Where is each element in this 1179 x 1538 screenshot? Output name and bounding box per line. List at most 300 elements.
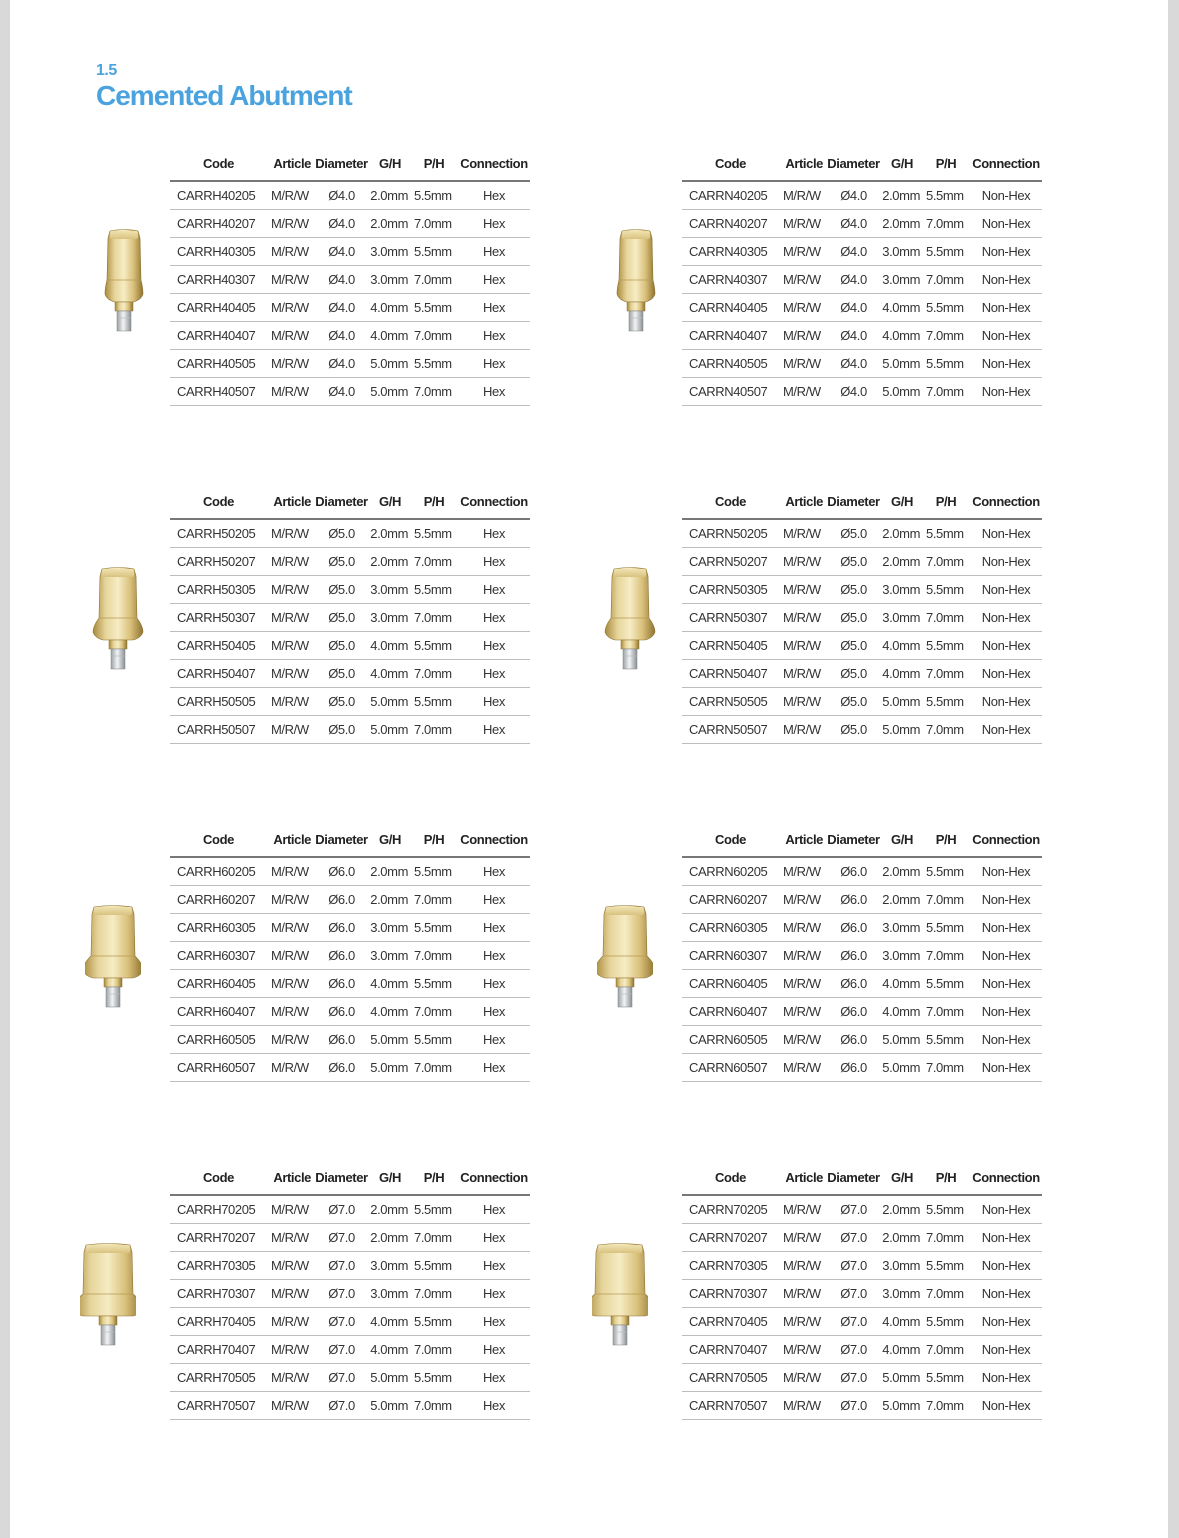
cell-ph: 5.5mm bbox=[410, 181, 458, 210]
table-row bbox=[682, 660, 1042, 688]
column-header-article: Article bbox=[267, 146, 313, 181]
cell-article: M/R/W bbox=[779, 181, 825, 210]
table-row bbox=[170, 1308, 530, 1336]
table-row bbox=[682, 294, 1042, 322]
column-header-connection: Connection bbox=[970, 822, 1042, 857]
cell-connection: Hex bbox=[458, 576, 530, 604]
cell-ph: 7.0mm bbox=[410, 1054, 458, 1082]
cell-diameter: Ø6.0 bbox=[313, 942, 370, 970]
cell-gh: 2.0mm bbox=[882, 181, 922, 210]
cell-connection: Hex bbox=[458, 1224, 530, 1252]
cell-connection: Hex bbox=[458, 604, 530, 632]
cell-diameter: Ø7.0 bbox=[825, 1252, 882, 1280]
table-row bbox=[682, 238, 1042, 266]
column-header-article: Article bbox=[779, 822, 825, 857]
cell-gh: 2.0mm bbox=[370, 1224, 410, 1252]
cell-connection: Non-Hex bbox=[970, 857, 1042, 886]
cell-ph: 7.0mm bbox=[922, 210, 970, 238]
cell-ph: 5.5mm bbox=[922, 970, 970, 998]
cell-diameter: Ø4.0 bbox=[825, 181, 882, 210]
cell-diameter: Ø7.0 bbox=[313, 1308, 370, 1336]
cell-connection: Hex bbox=[458, 548, 530, 576]
cell-gh: 2.0mm bbox=[882, 519, 922, 548]
cell-ph: 7.0mm bbox=[410, 604, 458, 632]
cell-article: M/R/W bbox=[267, 1252, 313, 1280]
cell-code: CARRN70307 bbox=[682, 1280, 779, 1308]
cell-gh: 3.0mm bbox=[882, 914, 922, 942]
cell-gh: 2.0mm bbox=[370, 857, 410, 886]
cell-article: M/R/W bbox=[267, 688, 313, 716]
cell-article: M/R/W bbox=[779, 1224, 825, 1252]
cell-connection: Non-Hex bbox=[970, 294, 1042, 322]
cell-connection: Hex bbox=[458, 716, 530, 744]
cell-diameter: Ø5.0 bbox=[825, 576, 882, 604]
cell-code: CARRN50405 bbox=[682, 632, 779, 660]
cell-connection: Non-Hex bbox=[970, 576, 1042, 604]
table-row bbox=[682, 1195, 1042, 1224]
abutment-image bbox=[597, 904, 653, 1014]
column-header-connection: Connection bbox=[458, 484, 530, 519]
cell-connection: Non-Hex bbox=[970, 322, 1042, 350]
cell-diameter: Ø5.0 bbox=[313, 604, 370, 632]
column-header-connection: Connection bbox=[458, 822, 530, 857]
column-header-code: Code bbox=[682, 822, 779, 857]
cell-connection: Hex bbox=[458, 998, 530, 1026]
cell-ph: 7.0mm bbox=[410, 660, 458, 688]
table-row bbox=[682, 350, 1042, 378]
cell-diameter: Ø5.0 bbox=[825, 632, 882, 660]
cell-diameter: Ø5.0 bbox=[313, 688, 370, 716]
column-header-gh: G/H bbox=[882, 822, 922, 857]
cell-connection: Hex bbox=[458, 660, 530, 688]
abutment-image-8 bbox=[592, 1242, 648, 1352]
cell-code: CARRH50307 bbox=[170, 604, 267, 632]
table-row bbox=[170, 970, 530, 998]
cell-gh: 5.0mm bbox=[882, 378, 922, 406]
cell-connection: Non-Hex bbox=[970, 181, 1042, 210]
cell-gh: 5.0mm bbox=[370, 378, 410, 406]
cell-ph: 5.5mm bbox=[922, 914, 970, 942]
table-row bbox=[682, 886, 1042, 914]
cell-diameter: Ø4.0 bbox=[825, 210, 882, 238]
cell-diameter: Ø6.0 bbox=[825, 998, 882, 1026]
cell-code: CARRN70405 bbox=[682, 1308, 779, 1336]
table-row bbox=[682, 266, 1042, 294]
cell-ph: 7.0mm bbox=[922, 378, 970, 406]
cell-ph: 7.0mm bbox=[410, 266, 458, 294]
cell-code: CARRN60305 bbox=[682, 914, 779, 942]
cell-ph: 5.5mm bbox=[410, 857, 458, 886]
cell-article: M/R/W bbox=[779, 238, 825, 266]
cell-article: M/R/W bbox=[267, 1392, 313, 1420]
cell-ph: 5.5mm bbox=[922, 1195, 970, 1224]
cell-code: CARRN60505 bbox=[682, 1026, 779, 1054]
cell-gh: 3.0mm bbox=[370, 914, 410, 942]
column-header-connection: Connection bbox=[970, 484, 1042, 519]
cell-connection: Hex bbox=[458, 1054, 530, 1082]
cell-gh: 4.0mm bbox=[370, 1308, 410, 1336]
table-row bbox=[170, 548, 530, 576]
cell-code: CARRH70307 bbox=[170, 1280, 267, 1308]
cell-code: CARRH60305 bbox=[170, 914, 267, 942]
abutment-image bbox=[90, 566, 146, 676]
table-row bbox=[170, 914, 530, 942]
cell-connection: Non-Hex bbox=[970, 970, 1042, 998]
cell-gh: 3.0mm bbox=[882, 576, 922, 604]
cell-code: CARRH70305 bbox=[170, 1252, 267, 1280]
table-row bbox=[170, 1195, 530, 1224]
cell-gh: 5.0mm bbox=[882, 1026, 922, 1054]
cell-article: M/R/W bbox=[779, 886, 825, 914]
table-row bbox=[170, 576, 530, 604]
cell-ph: 7.0mm bbox=[922, 322, 970, 350]
table-row bbox=[170, 632, 530, 660]
cell-connection: Non-Hex bbox=[970, 350, 1042, 378]
cell-code: CARRN70305 bbox=[682, 1252, 779, 1280]
cell-article: M/R/W bbox=[779, 1308, 825, 1336]
cell-connection: Hex bbox=[458, 1026, 530, 1054]
cell-article: M/R/W bbox=[779, 1280, 825, 1308]
product-table-5 bbox=[170, 822, 530, 1082]
cell-connection: Hex bbox=[458, 1308, 530, 1336]
cell-article: M/R/W bbox=[267, 886, 313, 914]
column-header-article: Article bbox=[779, 484, 825, 519]
cell-ph: 5.5mm bbox=[410, 1195, 458, 1224]
cell-connection: Non-Hex bbox=[970, 1308, 1042, 1336]
cell-code: CARRN50507 bbox=[682, 716, 779, 744]
cell-gh: 2.0mm bbox=[370, 548, 410, 576]
cell-article: M/R/W bbox=[779, 576, 825, 604]
cell-gh: 3.0mm bbox=[882, 266, 922, 294]
table-row bbox=[170, 1336, 530, 1364]
cell-diameter: Ø4.0 bbox=[313, 294, 370, 322]
cell-code: CARRN50407 bbox=[682, 660, 779, 688]
cell-gh: 2.0mm bbox=[882, 210, 922, 238]
cell-ph: 7.0mm bbox=[410, 548, 458, 576]
cell-connection: Hex bbox=[458, 266, 530, 294]
cell-connection: Hex bbox=[458, 1336, 530, 1364]
cell-article: M/R/W bbox=[779, 632, 825, 660]
abutment-image-5 bbox=[85, 904, 141, 1014]
column-header-diameter: Diameter bbox=[825, 1160, 882, 1195]
cell-code: CARRH60405 bbox=[170, 970, 267, 998]
cell-article: M/R/W bbox=[779, 660, 825, 688]
cell-ph: 5.5mm bbox=[410, 519, 458, 548]
abutment-image-6 bbox=[597, 904, 653, 1014]
cell-ph: 7.0mm bbox=[410, 942, 458, 970]
table-row bbox=[682, 1224, 1042, 1252]
column-header-ph: P/H bbox=[922, 1160, 970, 1195]
section-title: Cemented Abutment bbox=[96, 80, 352, 111]
cell-code: CARRN60407 bbox=[682, 998, 779, 1026]
table-row bbox=[682, 970, 1042, 998]
cell-gh: 4.0mm bbox=[370, 660, 410, 688]
cell-article: M/R/W bbox=[267, 970, 313, 998]
cell-article: M/R/W bbox=[267, 660, 313, 688]
product-table-7 bbox=[170, 1160, 530, 1420]
cell-article: M/R/W bbox=[267, 238, 313, 266]
cell-diameter: Ø5.0 bbox=[313, 660, 370, 688]
column-header-ph: P/H bbox=[410, 1160, 458, 1195]
table-row bbox=[682, 632, 1042, 660]
cell-diameter: Ø7.0 bbox=[825, 1280, 882, 1308]
cell-code: CARRN50305 bbox=[682, 576, 779, 604]
cell-article: M/R/W bbox=[779, 548, 825, 576]
column-header-article: Article bbox=[779, 1160, 825, 1195]
cell-gh: 2.0mm bbox=[882, 1224, 922, 1252]
cell-diameter: Ø5.0 bbox=[313, 716, 370, 744]
column-header-code: Code bbox=[170, 1160, 267, 1195]
cell-gh: 4.0mm bbox=[882, 970, 922, 998]
cell-gh: 4.0mm bbox=[370, 322, 410, 350]
table-row bbox=[170, 1392, 530, 1420]
cell-gh: 5.0mm bbox=[882, 1054, 922, 1082]
cell-ph: 7.0mm bbox=[922, 998, 970, 1026]
cell-connection: Hex bbox=[458, 632, 530, 660]
cell-article: M/R/W bbox=[779, 266, 825, 294]
cell-code: CARRH70207 bbox=[170, 1224, 267, 1252]
column-header-ph: P/H bbox=[922, 484, 970, 519]
cell-article: M/R/W bbox=[267, 548, 313, 576]
cell-article: M/R/W bbox=[267, 378, 313, 406]
cell-diameter: Ø6.0 bbox=[313, 886, 370, 914]
cell-diameter: Ø7.0 bbox=[825, 1392, 882, 1420]
cell-code: CARRH50305 bbox=[170, 576, 267, 604]
cell-code: CARRN70205 bbox=[682, 1195, 779, 1224]
cell-article: M/R/W bbox=[779, 519, 825, 548]
table-row bbox=[682, 576, 1042, 604]
cell-article: M/R/W bbox=[779, 1364, 825, 1392]
product-table-8 bbox=[682, 1160, 1042, 1420]
cell-gh: 5.0mm bbox=[882, 716, 922, 744]
cell-article: M/R/W bbox=[267, 716, 313, 744]
column-header-ph: P/H bbox=[410, 146, 458, 181]
table-row bbox=[170, 210, 530, 238]
column-header-code: Code bbox=[170, 484, 267, 519]
cell-ph: 7.0mm bbox=[410, 322, 458, 350]
cell-gh: 5.0mm bbox=[370, 1026, 410, 1054]
cell-connection: Hex bbox=[458, 857, 530, 886]
section-heading bbox=[96, 62, 352, 112]
cell-ph: 5.5mm bbox=[922, 350, 970, 378]
cell-ph: 5.5mm bbox=[410, 294, 458, 322]
table-row bbox=[682, 519, 1042, 548]
cell-article: M/R/W bbox=[779, 322, 825, 350]
abutment-image bbox=[80, 1242, 136, 1352]
table-row bbox=[170, 519, 530, 548]
cell-diameter: Ø4.0 bbox=[825, 238, 882, 266]
column-header-code: Code bbox=[682, 1160, 779, 1195]
cell-diameter: Ø5.0 bbox=[313, 576, 370, 604]
cell-code: CARRN40405 bbox=[682, 294, 779, 322]
cell-ph: 7.0mm bbox=[410, 378, 458, 406]
cell-article: M/R/W bbox=[779, 1054, 825, 1082]
column-header-gh: G/H bbox=[882, 1160, 922, 1195]
cell-connection: Hex bbox=[458, 688, 530, 716]
table-row bbox=[170, 716, 530, 744]
table-row bbox=[682, 378, 1042, 406]
cell-connection: Non-Hex bbox=[970, 266, 1042, 294]
cell-article: M/R/W bbox=[779, 857, 825, 886]
table-row bbox=[682, 688, 1042, 716]
cell-ph: 7.0mm bbox=[410, 886, 458, 914]
cell-diameter: Ø4.0 bbox=[313, 210, 370, 238]
table-row bbox=[170, 1364, 530, 1392]
cell-code: CARRH50505 bbox=[170, 688, 267, 716]
cell-gh: 4.0mm bbox=[370, 970, 410, 998]
cell-code: CARRN60307 bbox=[682, 942, 779, 970]
table-row bbox=[170, 1252, 530, 1280]
cell-connection: Non-Hex bbox=[970, 1054, 1042, 1082]
cell-gh: 4.0mm bbox=[370, 632, 410, 660]
cell-ph: 5.5mm bbox=[922, 1026, 970, 1054]
cell-connection: Non-Hex bbox=[970, 914, 1042, 942]
cell-code: CARRH70407 bbox=[170, 1336, 267, 1364]
cell-connection: Non-Hex bbox=[970, 1392, 1042, 1420]
cell-code: CARRH60407 bbox=[170, 998, 267, 1026]
cell-article: M/R/W bbox=[267, 1195, 313, 1224]
cell-article: M/R/W bbox=[267, 1224, 313, 1252]
cell-code: CARRN40307 bbox=[682, 266, 779, 294]
cell-ph: 5.5mm bbox=[410, 350, 458, 378]
table-row bbox=[682, 914, 1042, 942]
cell-diameter: Ø6.0 bbox=[313, 1026, 370, 1054]
cell-code: CARRH50405 bbox=[170, 632, 267, 660]
cell-diameter: Ø6.0 bbox=[313, 1054, 370, 1082]
cell-article: M/R/W bbox=[267, 266, 313, 294]
cell-gh: 4.0mm bbox=[370, 998, 410, 1026]
table-row bbox=[170, 1224, 530, 1252]
cell-diameter: Ø4.0 bbox=[313, 238, 370, 266]
cell-diameter: Ø4.0 bbox=[313, 378, 370, 406]
table-header-row bbox=[682, 484, 1042, 519]
cell-code: CARRH50205 bbox=[170, 519, 267, 548]
cell-gh: 4.0mm bbox=[370, 294, 410, 322]
section-number: 1.5 bbox=[96, 62, 117, 79]
cell-gh: 5.0mm bbox=[882, 350, 922, 378]
table-row bbox=[170, 1054, 530, 1082]
cell-ph: 7.0mm bbox=[922, 1392, 970, 1420]
cell-ph: 7.0mm bbox=[922, 886, 970, 914]
table-row bbox=[170, 238, 530, 266]
cell-connection: Hex bbox=[458, 1392, 530, 1420]
table-header-row bbox=[682, 822, 1042, 857]
cell-ph: 7.0mm bbox=[410, 1224, 458, 1252]
cell-connection: Hex bbox=[458, 322, 530, 350]
column-header-connection: Connection bbox=[458, 1160, 530, 1195]
cell-article: M/R/W bbox=[779, 294, 825, 322]
cell-connection: Hex bbox=[458, 1280, 530, 1308]
cell-article: M/R/W bbox=[779, 1252, 825, 1280]
cell-code: CARRH60505 bbox=[170, 1026, 267, 1054]
cell-gh: 2.0mm bbox=[882, 886, 922, 914]
cell-connection: Non-Hex bbox=[970, 378, 1042, 406]
table-row bbox=[170, 266, 530, 294]
cell-gh: 2.0mm bbox=[370, 210, 410, 238]
cell-diameter: Ø4.0 bbox=[313, 322, 370, 350]
cell-gh: 2.0mm bbox=[882, 857, 922, 886]
cell-code: CARRN40407 bbox=[682, 322, 779, 350]
table-row bbox=[170, 942, 530, 970]
cell-code: CARRN60405 bbox=[682, 970, 779, 998]
table-row bbox=[682, 1392, 1042, 1420]
cell-ph: 5.5mm bbox=[922, 1364, 970, 1392]
cell-diameter: Ø4.0 bbox=[825, 322, 882, 350]
cell-ph: 5.5mm bbox=[922, 857, 970, 886]
cell-article: M/R/W bbox=[267, 632, 313, 660]
cell-code: CARRN60207 bbox=[682, 886, 779, 914]
cell-ph: 7.0mm bbox=[410, 1392, 458, 1420]
cell-article: M/R/W bbox=[267, 998, 313, 1026]
cell-gh: 2.0mm bbox=[882, 548, 922, 576]
cell-gh: 5.0mm bbox=[370, 350, 410, 378]
cell-diameter: Ø7.0 bbox=[313, 1336, 370, 1364]
abutment-image bbox=[85, 904, 141, 1014]
column-header-connection: Connection bbox=[458, 146, 530, 181]
cell-ph: 7.0mm bbox=[922, 1054, 970, 1082]
cell-gh: 3.0mm bbox=[370, 266, 410, 294]
cell-gh: 2.0mm bbox=[370, 886, 410, 914]
table-row bbox=[170, 604, 530, 632]
abutment-image bbox=[602, 566, 658, 676]
table-header-row bbox=[170, 484, 530, 519]
cell-ph: 5.5mm bbox=[922, 632, 970, 660]
cell-code: CARRN50505 bbox=[682, 688, 779, 716]
cell-diameter: Ø4.0 bbox=[313, 350, 370, 378]
cell-code: CARRN40305 bbox=[682, 238, 779, 266]
cell-connection: Non-Hex bbox=[970, 1280, 1042, 1308]
cell-diameter: Ø6.0 bbox=[825, 886, 882, 914]
cell-article: M/R/W bbox=[267, 1336, 313, 1364]
cell-code: CARRN50205 bbox=[682, 519, 779, 548]
cell-gh: 4.0mm bbox=[882, 1308, 922, 1336]
table-row bbox=[682, 181, 1042, 210]
column-header-diameter: Diameter bbox=[825, 146, 882, 181]
cell-code: CARRH40507 bbox=[170, 378, 267, 406]
cell-gh: 3.0mm bbox=[882, 238, 922, 266]
table-row bbox=[682, 1364, 1042, 1392]
cell-ph: 5.5mm bbox=[410, 688, 458, 716]
cell-ph: 7.0mm bbox=[922, 604, 970, 632]
table-row bbox=[682, 857, 1042, 886]
cell-article: M/R/W bbox=[779, 970, 825, 998]
cell-diameter: Ø6.0 bbox=[825, 1026, 882, 1054]
cell-gh: 4.0mm bbox=[882, 322, 922, 350]
cell-diameter: Ø4.0 bbox=[313, 266, 370, 294]
table-header-row bbox=[682, 146, 1042, 181]
cell-diameter: Ø5.0 bbox=[825, 519, 882, 548]
cell-ph: 5.5mm bbox=[922, 1252, 970, 1280]
cell-connection: Non-Hex bbox=[970, 998, 1042, 1026]
column-header-gh: G/H bbox=[370, 484, 410, 519]
abutment-image-3 bbox=[90, 566, 146, 676]
cell-gh: 4.0mm bbox=[370, 1336, 410, 1364]
cell-connection: Hex bbox=[458, 970, 530, 998]
cell-article: M/R/W bbox=[267, 1364, 313, 1392]
cell-diameter: Ø4.0 bbox=[825, 350, 882, 378]
cell-code: CARRN40205 bbox=[682, 181, 779, 210]
column-header-diameter: Diameter bbox=[313, 484, 370, 519]
column-header-article: Article bbox=[267, 1160, 313, 1195]
abutment-image bbox=[592, 1242, 648, 1352]
cell-ph: 5.5mm bbox=[922, 519, 970, 548]
cell-connection: Non-Hex bbox=[970, 660, 1042, 688]
column-header-diameter: Diameter bbox=[313, 146, 370, 181]
cell-connection: Hex bbox=[458, 238, 530, 266]
column-header-ph: P/H bbox=[922, 146, 970, 181]
cell-article: M/R/W bbox=[779, 942, 825, 970]
cell-code: CARRH60307 bbox=[170, 942, 267, 970]
